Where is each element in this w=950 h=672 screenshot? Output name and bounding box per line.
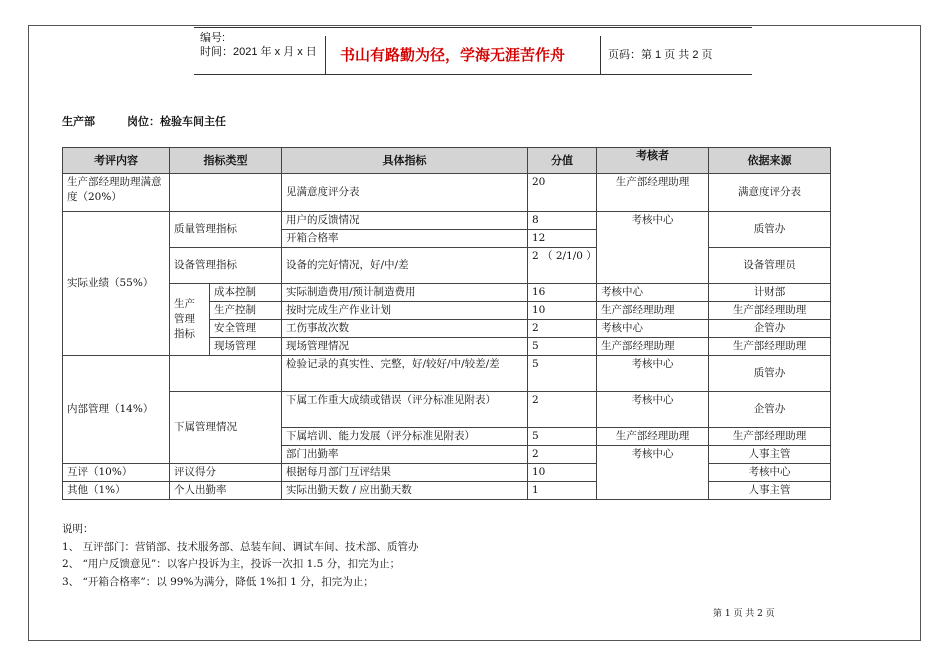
col-header-type: 指标类型 <box>170 148 282 174</box>
cell-indicator: 设备的完好情况，好/中/差 <box>282 248 528 284</box>
cell-source: 满意度评分表 <box>709 174 831 212</box>
cell-type: 生产管理指标 <box>170 284 210 356</box>
cell-type: 下属管理情况 <box>170 392 282 464</box>
cell-score: 16 <box>528 284 597 302</box>
cell-source: 生产部经理助理 <box>709 338 831 356</box>
cell-score: 2 （ 2/1/0 ） <box>528 248 597 284</box>
cell-indicator: 见满意度评分表 <box>282 174 528 212</box>
cell-assessor: 考核中心 <box>597 284 709 302</box>
cell-indicator: 实际制造费用/预计制造费用 <box>282 284 528 302</box>
header-page-label: 页码：第 1 页 共 2 页 <box>608 49 713 61</box>
cell-subtype: 现场管理 <box>210 338 282 356</box>
cell-source: 质管办 <box>709 212 831 248</box>
table-row <box>63 174 831 212</box>
cell-source: 计财部 <box>709 284 831 302</box>
header-divider-right <box>600 36 601 74</box>
cell-indicator: 根据每月部门互评结果 <box>282 464 528 482</box>
cell-score: 1 <box>528 482 597 500</box>
cell-assessor: 生产部经理助理 <box>597 302 709 320</box>
header-divider-left <box>325 36 326 74</box>
cell-type: 个人出勤率 <box>170 482 282 500</box>
notes-title: 说明： <box>62 523 94 535</box>
cell-source: 人事主管 <box>709 482 831 500</box>
cell-assessor: 考核中心 <box>597 392 709 428</box>
cell-assessor: 生产部经理助理 <box>597 174 709 212</box>
cell-subtype: 成本控制 <box>210 284 282 302</box>
table-header-row <box>63 148 831 174</box>
cell-score: 10 <box>528 464 597 482</box>
cell-subtype: 生产控制 <box>210 302 282 320</box>
cell-subtype: 安全管理 <box>210 320 282 338</box>
col-header-score: 分值 <box>528 148 597 174</box>
cell-source: 企管办 <box>709 320 831 338</box>
table-row <box>63 482 831 500</box>
cell-score: 20 <box>528 174 597 212</box>
cell-assessor: 考核中心 <box>597 356 709 392</box>
table-row <box>63 248 831 284</box>
cell-indicator: 开箱合格率 <box>282 230 528 248</box>
page-footer: 第 1 页 共 2 页 <box>713 609 775 619</box>
cell-source: 企管办 <box>709 392 831 428</box>
cell-indicator: 下属培训、能力发展（评分标准见附表） <box>282 428 528 446</box>
department-label: 生产部 <box>62 115 95 128</box>
cell-score: 2 <box>528 320 597 338</box>
cell-type <box>170 356 282 392</box>
cell-indicator: 检验记录的真实性、完整，好/较好/中/较差/差 <box>282 356 528 392</box>
cell-score: 5 <box>528 338 597 356</box>
cell-score: 10 <box>528 302 597 320</box>
cell-assessor: 考核中心 <box>597 446 709 500</box>
table-row <box>63 464 831 482</box>
cell-score: 12 <box>528 230 597 248</box>
notes-section <box>62 521 419 591</box>
cell-content: 内部管理（14%） <box>63 356 170 464</box>
cell-indicator: 现场管理情况 <box>282 338 528 356</box>
doc-number-label: 编号: <box>200 32 226 44</box>
cell-source: 人事主管 <box>709 446 831 464</box>
cell-indicator: 用户的反馈情况 <box>282 212 528 230</box>
cell-indicator: 按时完成生产作业计划 <box>282 302 528 320</box>
position-label: 岗位：检验车间主任 <box>127 115 226 128</box>
cell-source: 设备管理员 <box>709 248 831 284</box>
col-header-content: 考评内容 <box>63 148 170 174</box>
table-row <box>63 212 831 230</box>
doc-time-label: 时间：2021 年 x 月 x 日 <box>200 46 317 58</box>
cell-type: 评议得分 <box>170 464 282 482</box>
cell-score: 2 <box>528 392 597 428</box>
cell-assessor: 生产部经理助理 <box>597 338 709 356</box>
table-row <box>63 392 831 428</box>
cell-source: 质管办 <box>709 356 831 392</box>
cell-type: 设备管理指标 <box>170 248 282 284</box>
header-bottom-line <box>194 74 752 75</box>
cell-content: 其他（1%） <box>63 482 170 500</box>
cell-indicator: 部门出勤率 <box>282 446 528 464</box>
cell-score: 5 <box>528 356 597 392</box>
cell-type <box>170 174 282 212</box>
assessment-table <box>62 147 831 500</box>
note-item: 3、 “开箱合格率”：以 99%为满分，降低 1%扣 1 分，扣完为止； <box>62 575 374 588</box>
cell-source: 生产部经理助理 <box>709 302 831 320</box>
cell-content: 生产部经理助理满意度（20%） <box>63 174 170 212</box>
cell-indicator: 实际出勤天数 / 应出勤天数 <box>282 482 528 500</box>
note-item: 1、 互评部门：营销部、技术服务部、总装车间、调试车间、技术部、质管办 <box>62 540 419 553</box>
cell-score: 5 <box>528 428 597 446</box>
header-motto: 书山有路勤为径，学海无涯苦作舟 <box>340 46 566 64</box>
col-header-source: 依据来源 <box>709 148 831 174</box>
col-header-assessor: 考核者 <box>597 148 709 174</box>
table-row <box>63 284 831 302</box>
cell-score: 2 <box>528 446 597 464</box>
col-header-indicator: 具体指标 <box>282 148 528 174</box>
cell-source: 生产部经理助理 <box>709 428 831 446</box>
cell-indicator: 下属工作重大成绩或错误（评分标准见附表） <box>282 392 528 428</box>
cell-indicator: 工伤事故次数 <box>282 320 528 338</box>
cell-source: 考核中心 <box>709 464 831 482</box>
cell-content: 互评（10%） <box>63 464 170 482</box>
cell-assessor: 生产部经理助理 <box>597 428 709 446</box>
cell-score: 8 <box>528 212 597 230</box>
cell-content: 实际业绩（55%） <box>63 212 170 356</box>
cell-type: 质量管理指标 <box>170 212 282 248</box>
note-item: 2、 “用户反馈意见”：以客户投诉为主，投诉一次扣 1.5 分，扣完为止； <box>62 558 401 570</box>
cell-assessor: 考核中心 <box>597 320 709 338</box>
table-row <box>63 356 831 392</box>
cell-assessor: 考核中心 <box>597 212 709 284</box>
header-top-line <box>194 27 752 28</box>
